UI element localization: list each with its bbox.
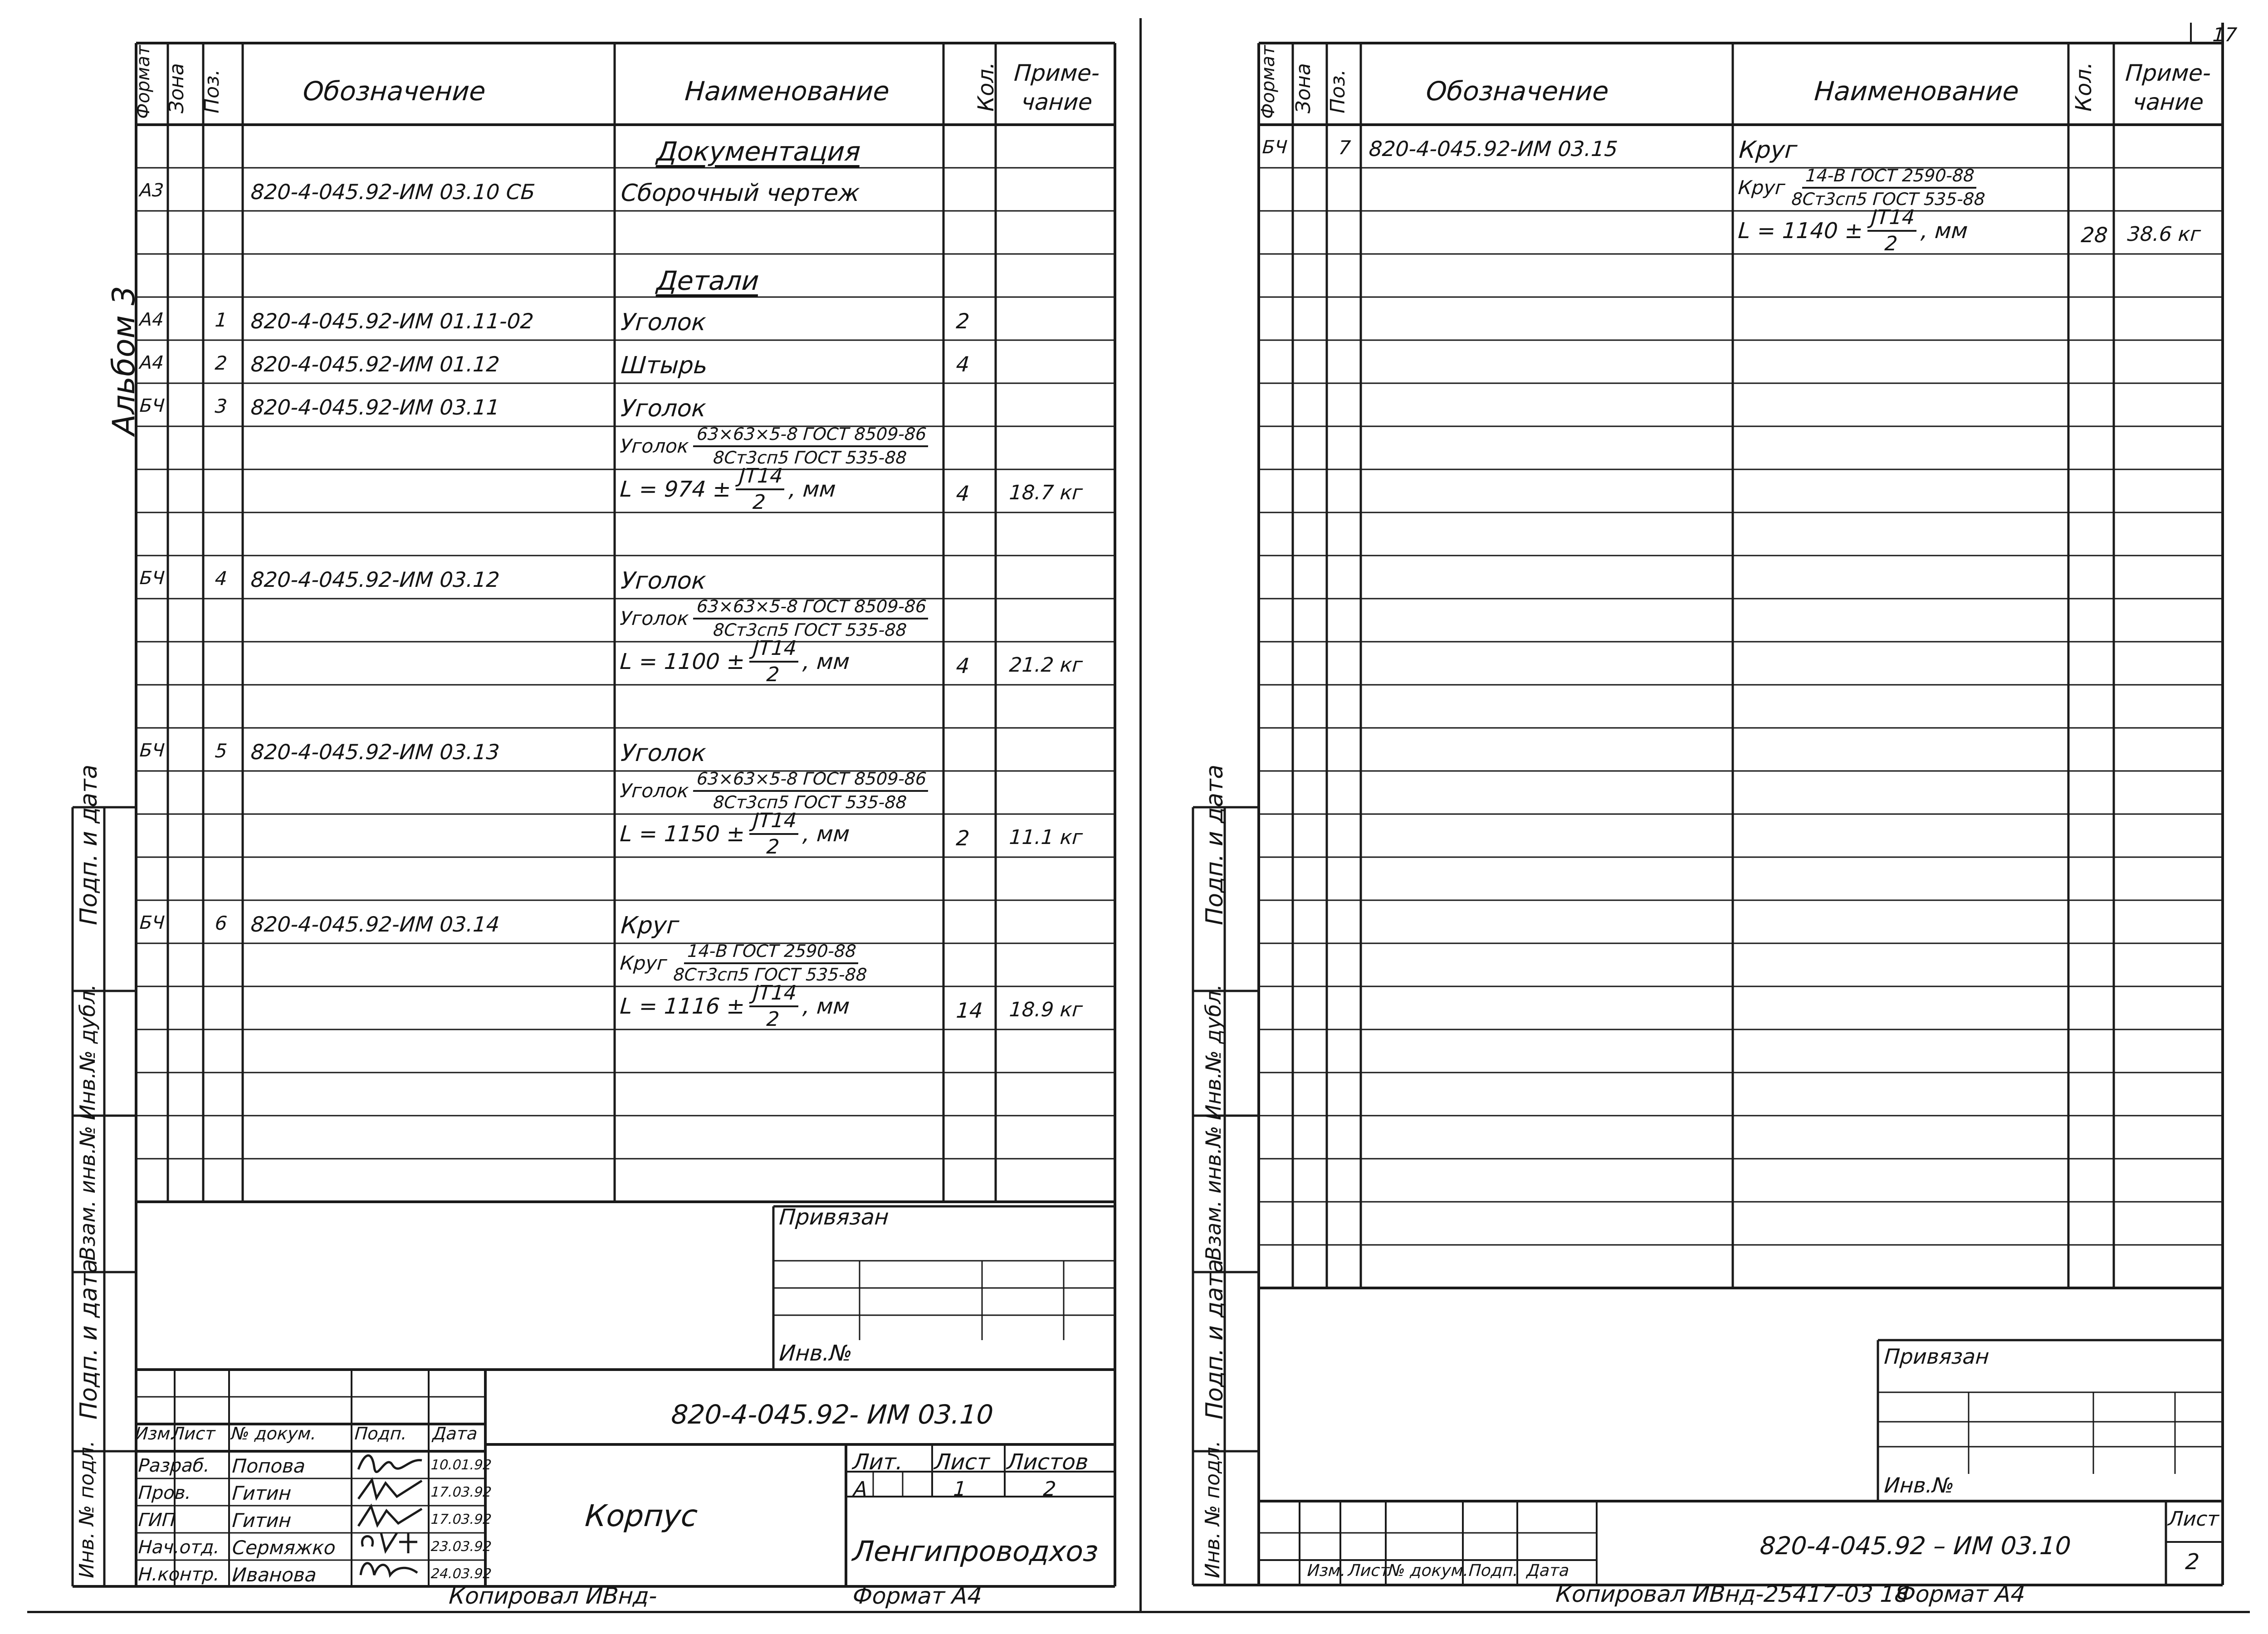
fraction-cell [619,770,934,812]
side-label-inv-dubl-r: Инв.№ дубл. [1201,984,1226,1120]
attached-inv-label-2: Инв.№ [1883,1473,1955,1497]
stamp-header-izm-2: Изм. [1306,1561,1347,1580]
fraction [1866,207,1918,254]
fraction-prefix: L = 974 ± [619,477,732,502]
fraction-prefix: L = 1100 ± [619,649,746,675]
row-name: Уголок [620,740,707,767]
row-position: 1 [214,309,228,331]
stamp-person-date: 24.03.92 [430,1566,492,1582]
stamp-sheet-label-2: Лист [2167,1507,2220,1531]
header-zone-2: Зона [1292,63,1315,113]
row-position: 7 [1338,137,1352,159]
fraction-numerator: JT14 [1867,207,1918,232]
row-format: А3 [139,180,165,201]
stamp-person-role: Пров. [137,1483,192,1503]
stamp-header-izm: Изм. [134,1424,176,1444]
fraction-denominator: 8Ст3сп5 ГОСТ 535-88 [673,964,868,985]
fraction-prefix: Уголок [619,607,689,630]
header-name: Наименование [684,76,891,107]
fraction [748,810,800,858]
signature-sermyazhko [354,1528,426,1557]
fraction-denominator: 2 [1884,232,1898,256]
fraction-denominator: 8Ст3сп5 ГОСТ 535-88 [712,792,908,812]
signature-gitin-2 [354,1502,426,1532]
header-note-2: чание [1020,89,1094,115]
stamp-header-date-2: Дата [1526,1561,1570,1580]
stamp-header-list-2: Лист [1347,1561,1390,1580]
header-designation-2: Обозначение [1425,76,1610,107]
row-format: БЧ [139,568,166,589]
stamp-sheets-label: Листов [1006,1449,1090,1475]
fraction-cell [1737,167,1994,209]
side-label-inv-dubl: Инв.№ дубл. [75,984,100,1120]
row-name: Круг [620,912,680,939]
stamp-person-date: 23.03.92 [430,1539,492,1555]
footer-format: Формат А4 [851,1583,983,1609]
row-designation: 820-4-045.92-ИМ 01.12 [250,352,501,376]
row-note: 38.6 кг [2126,223,2202,246]
fraction-denominator: 2 [766,835,780,859]
fraction [692,598,930,639]
row-designation: 820-4-045.92-ИМ 01.11-02 [250,309,535,333]
header-pos-2: Поз. [1326,69,1349,113]
fraction-suffix: , мм [802,649,850,675]
fraction-prefix: L = 1116 ± [619,994,746,1019]
row-designation: 820-4-045.92-ИМ 03.15 [1368,137,1619,161]
side-label-sign-date-2: Подп. и дата [75,1258,103,1419]
stamp-header-sign-2: Подп. [1468,1561,1519,1580]
stamp-person-name: Сермяжко [231,1536,337,1559]
stamp-person-name: Гитин [231,1482,292,1504]
row-name: Штырь [620,352,709,379]
row-position: 5 [214,740,228,762]
fraction-suffix: , мм [802,994,850,1019]
side-label-vzam-inv-r: Взам. инв.№ [1201,1126,1226,1261]
row-position: 3 [214,395,228,417]
fraction [692,425,930,467]
fraction-denominator: 2 [766,1008,780,1031]
fraction-denominator: 8Ст3сп5 ГОСТ 535-88 [1791,189,1986,209]
row-name: Уголок [620,567,707,595]
stamp-sheet-label: Лист [934,1449,991,1475]
side-label-inv-podl: Инв. № подл. [75,1440,98,1578]
row-format: БЧ [139,912,166,933]
fraction-prefix: Уголок [619,435,689,458]
header-format: Формат [133,45,154,119]
header-designation: Обозначение [302,76,487,107]
stamp-sheet: 1 [953,1478,967,1501]
fraction-numerator: 14-В ГОСТ 2590-88 [684,942,860,964]
row-format: А4 [139,352,165,373]
fraction-numerator: JT14 [749,810,800,835]
row-note: 18.9 кг [1008,998,1084,1021]
attached-inv-label: Инв.№ [778,1341,853,1366]
fraction-denominator: 8Ст3сп5 ГОСТ 535-88 [712,447,908,468]
stamp-code: 820-4-045.92- ИМ 03.10 [670,1399,995,1430]
attached-label-2: Привязан [1883,1344,1990,1369]
row-designation: 820-4-045.92-ИМ 03.10 СБ [250,180,536,204]
fraction-numerator: JT14 [735,466,786,490]
header-note-2-2: чание [2131,89,2205,115]
row-designation: 820-4-045.92-ИМ 03.11 [250,395,501,419]
fraction-cell [618,983,851,1030]
header-note-1-2: Приме- [2124,60,2212,86]
fraction-numerator: 14-В ГОСТ 2590-88 [1802,167,1978,189]
footer-format-2: Формат А4 [1895,1581,2026,1607]
bottom-rule [27,1611,2250,1613]
side-label-sign-date-2-r: Подп. и дата [1201,1258,1228,1419]
row-quantity: 14 [955,998,984,1023]
row-quantity: 2 [955,826,971,850]
row-designation: 820-4-045.92-ИМ 03.12 [250,567,501,592]
stamp-person-role: Разраб. [137,1455,210,1476]
fraction-numerator: JT14 [749,983,800,1007]
album-label: Альбом 3 [106,286,142,435]
fraction-cell [618,810,851,858]
row-name: Круг [1738,137,1799,164]
attached-label: Привязан [778,1205,890,1230]
stamp-header-sign: Подп. [354,1424,408,1444]
fraction-numerator: 63×63×5-8 ГОСТ 8509-86 [693,770,930,792]
stamp-person-name: Иванова [231,1564,318,1586]
stamp-person-name: Гитин [231,1509,292,1532]
fraction [748,638,800,685]
stamp-code-2: 820-4-045.92 – ИМ 03.10 [1759,1532,2072,1560]
row-format: БЧ [1261,137,1288,158]
fraction-cell [1736,207,1969,254]
side-label-sign-date-r: Подп. и дата [1201,764,1228,925]
row-format: БЧ [139,740,166,761]
side-label-sign-date: Подп. и дата [75,764,103,925]
header-qty-2: Кол. [2071,62,2097,112]
header-name-2: Наименование [1813,76,2020,107]
stamp-person-date: 17.03.92 [430,1484,492,1500]
fraction-cell [619,425,934,467]
stamp-lit-label: Лит. [852,1449,904,1475]
row-name: Уголок [620,309,707,336]
stamp-sheets: 2 [1042,1478,1057,1501]
fraction-cell [618,638,851,685]
stamp-person-role: ГИП [137,1510,176,1531]
fraction-denominator: 2 [766,663,780,687]
fraction-prefix: Круг [619,952,668,975]
fraction-numerator: JT14 [749,638,800,663]
row-position: 4 [214,567,228,590]
fraction [1788,167,1990,209]
row-quantity: 2 [955,309,971,333]
signature-gitin-1 [354,1476,426,1505]
section-title: Детали [655,265,760,296]
stamp-org: Ленгипроводхоз [851,1535,1100,1568]
row-quantity: 28 [2080,223,2109,247]
header-pos: Поз. [200,69,224,113]
stamp-person-date: 17.03.92 [430,1512,492,1527]
fraction-prefix: Круг [1737,176,1786,199]
stamp-person-role: Н.контр. [137,1564,220,1585]
spec-sheet-2 [1143,0,2268,1634]
header-qty: Кол. [973,62,999,112]
fraction-denominator: 2 [752,491,767,514]
stamp-person-date: 10.01.92 [430,1457,492,1473]
fraction [692,770,930,812]
row-format: А4 [139,309,165,330]
fraction-prefix: L = 1150 ± [619,821,746,847]
row-position: 6 [214,912,228,934]
row-name: Сборочный чертеж [620,180,861,207]
footer-copied-2: Копировал ИВнд-25417-03 18 [1554,1581,1910,1607]
header-format-2: Формат [1258,45,1279,119]
signature-popova [354,1449,426,1478]
row-note: 21.2 кг [1008,654,1084,677]
stamp-header-date: Дата [432,1424,478,1444]
stamp-header-doc: № докум. [230,1424,317,1444]
side-label-inv-podl-r: Инв. № подл. [1201,1440,1224,1578]
fraction-numerator: 63×63×5-8 ГОСТ 8509-86 [693,598,930,619]
header-zone: Зона [165,63,188,113]
fraction-suffix: , мм [1920,218,1969,244]
fraction-cell [619,598,934,639]
row-note: 18.7 кг [1008,481,1084,504]
stamp-person-role: Нач.отд. [137,1537,220,1558]
side-label-vzam-inv: Взам. инв.№ [75,1126,100,1261]
row-quantity: 4 [955,654,971,678]
row-note: 11.1 кг [1008,826,1084,849]
page-number: 17 [2212,24,2238,46]
section-title: Документация [655,136,861,167]
fraction-suffix: , мм [802,821,850,847]
row-name: Уголок [620,395,707,422]
fraction [748,983,800,1030]
row-quantity: 4 [955,352,971,376]
row-format: БЧ [139,395,166,416]
signature-ivanova [354,1555,426,1584]
row-quantity: 4 [955,481,971,506]
stamp-header-list: Лист [171,1424,216,1444]
fraction-prefix: L = 1140 ± [1737,218,1864,244]
stamp-person-name: Попова [231,1455,306,1477]
stamp-title: Корпус [584,1498,699,1533]
fraction-numerator: 63×63×5-8 ГОСТ 8509-86 [693,425,930,447]
fraction [734,466,786,513]
fraction [670,942,872,984]
footer-copied: Копировал ИВнд- [448,1583,658,1609]
stamp-header-doc-2: № докум. [1387,1561,1469,1580]
fraction-cell [618,466,837,513]
stamp-lit: А [853,1478,868,1501]
row-position: 2 [214,352,228,374]
fraction-cell [619,942,876,984]
stamp-sheet-2: 2 [2185,1549,2200,1575]
fraction-prefix: Уголок [619,780,689,802]
fraction-denominator: 8Ст3сп5 ГОСТ 535-88 [712,619,908,640]
row-designation: 820-4-045.92-ИМ 03.14 [250,912,501,937]
header-note-1: Приме- [1013,60,1101,86]
fraction-suffix: , мм [788,477,837,502]
row-designation: 820-4-045.92-ИМ 03.13 [250,740,501,764]
